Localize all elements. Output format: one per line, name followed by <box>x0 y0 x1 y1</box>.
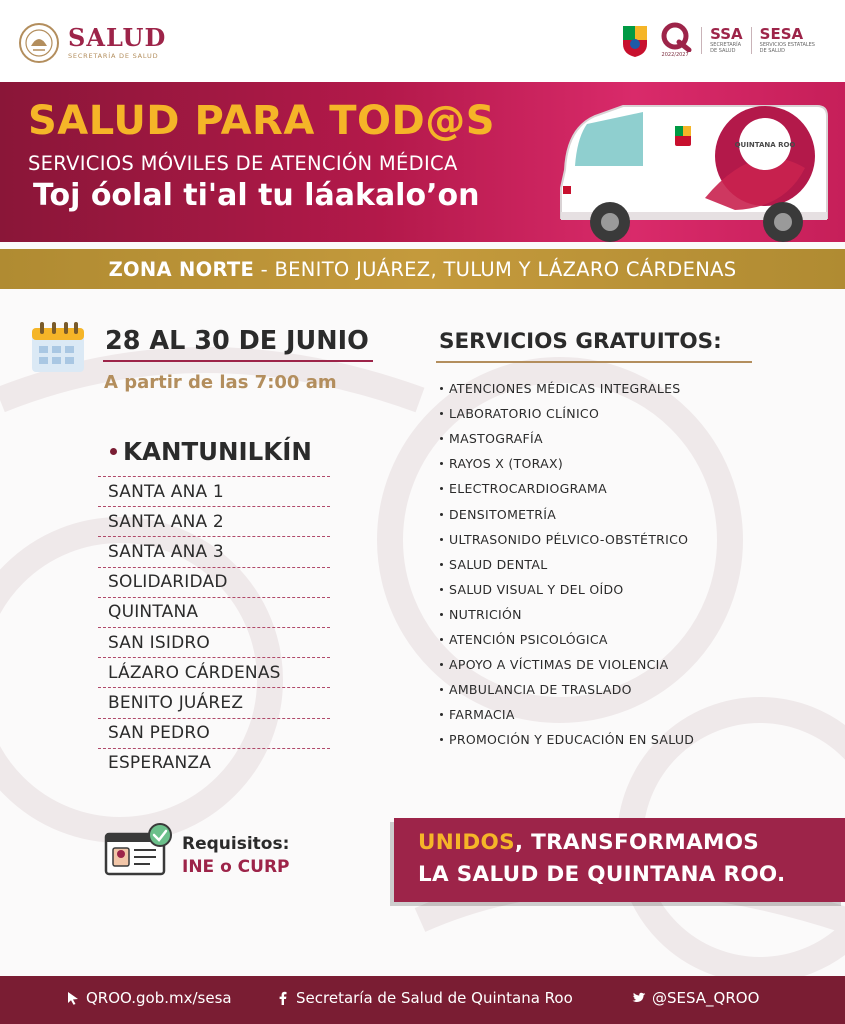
service-label: ATENCIONES MÉDICAS INTEGRALES <box>449 381 681 397</box>
list-item <box>440 577 830 602</box>
header <box>0 0 845 82</box>
service-label: DENSITOMETRÍA <box>449 506 557 522</box>
list-item <box>440 501 830 526</box>
service-label: SALUD VISUAL Y DEL OÍDO <box>449 581 624 597</box>
service-label: SALUD DENTAL <box>449 556 548 572</box>
services-underline <box>436 361 752 363</box>
footer-website[interactable] <box>66 989 232 1007</box>
slogan-box <box>394 818 845 902</box>
calendar-icon <box>30 318 88 376</box>
service-label: ELECTROCARDIOGRAMA <box>449 481 607 497</box>
list-item <box>440 677 830 702</box>
list-item: LÁZARO CÁRDENAS <box>98 657 330 687</box>
ssa-subtitle-1: SECRETARÍA <box>710 41 742 48</box>
service-label: AMBULANCIA DE TRASLADO <box>449 682 632 698</box>
bullet-icon <box>440 663 443 666</box>
service-label: ULTRASONIDO PÉLVICO-OBSTÉTRICO <box>449 531 689 547</box>
list-item: SANTA ANA 1 <box>98 476 330 506</box>
bullet-icon <box>440 538 443 541</box>
q-logo <box>657 22 693 58</box>
list-item: QUINTANA <box>98 597 330 627</box>
salud-logo <box>18 22 166 64</box>
list-item <box>440 476 830 501</box>
service-label: APOYO A VÍCTIMAS DE VIOLENCIA <box>449 657 669 673</box>
slogan-line-1 <box>418 830 759 855</box>
list-item <box>440 401 830 426</box>
twitter-handle[interactable]: @SESA_QROO <box>652 989 760 1007</box>
services-list <box>440 376 830 752</box>
service-label: LABORATORIO CLÍNICO <box>449 406 600 422</box>
bullet-icon <box>440 462 443 465</box>
list-item <box>440 627 830 652</box>
footer <box>0 976 845 1024</box>
zone-text <box>109 258 737 281</box>
slogan-accent: UNIDOS <box>418 830 515 855</box>
van-logo-text: QUINTANA ROO <box>734 141 796 149</box>
slogan-line-1-rest: , TRANSFORMAMOS <box>514 830 760 855</box>
requirements-value: INE o CURP <box>182 857 290 877</box>
id-card-icon <box>104 822 176 878</box>
list-item <box>440 527 830 552</box>
zone-bar <box>0 249 845 289</box>
locations-list <box>98 476 330 778</box>
bullet-icon <box>110 448 117 455</box>
twitter-icon <box>632 991 646 1005</box>
locations-header <box>110 437 312 466</box>
requirements-title: Requisitos: <box>182 834 290 854</box>
services-title: SERVICIOS GRATUITOS: <box>439 329 722 354</box>
bullet-icon <box>440 412 443 415</box>
coat-of-arms-icon <box>18 22 60 64</box>
list-item <box>440 727 830 752</box>
ssa-logo <box>701 24 743 54</box>
bullet-icon <box>440 387 443 390</box>
facebook-link[interactable]: Secretaría de Salud de Quintana Roo <box>296 989 573 1007</box>
list-item <box>440 552 830 577</box>
list-item: ESPERANZA <box>98 748 330 778</box>
mobile-clinic-van-icon <box>555 98 835 242</box>
facebook-icon <box>276 991 290 1005</box>
bullet-icon <box>440 638 443 641</box>
bullet-icon <box>440 688 443 691</box>
zone-detail: - BENITO JUÁREZ, TULUM Y LÁZARO CÁRDENAS <box>254 257 737 281</box>
footer-twitter[interactable] <box>632 989 759 1007</box>
ssa-subtitle-2: DE SALUD <box>710 47 736 54</box>
bullet-icon <box>440 588 443 591</box>
bullet-icon <box>440 613 443 616</box>
event-dates: 28 AL 30 DE JUNIO <box>105 326 369 356</box>
list-item: BENITO JUÁREZ <box>98 687 330 717</box>
event-time: A partir de las 7:00 am <box>104 372 337 393</box>
list-item <box>440 451 830 476</box>
qroo-year: 2022/2027 <box>661 52 689 58</box>
slogan-line-2: LA SALUD DE QUINTANA ROO. <box>418 862 786 887</box>
service-label: FARMACIA <box>449 707 515 723</box>
quintana-roo-shield-icon <box>621 22 649 58</box>
sesa-title: SESA <box>759 24 804 43</box>
banner-subtitle: SERVICIOS MÓVILES DE ATENCIÓN MÉDICA <box>28 152 458 175</box>
bullet-icon <box>440 713 443 716</box>
service-label: RAYOS X (TORAX) <box>449 456 564 472</box>
bullet-icon <box>440 437 443 440</box>
locations-header-label: KANTUNILKÍN <box>123 437 312 466</box>
bullet-icon <box>440 738 443 741</box>
banner-title: SALUD PARA TOD@S <box>28 98 496 144</box>
ssa-title: SSA <box>710 24 743 43</box>
service-label: PROMOCIÓN Y EDUCACIÓN EN SALUD <box>449 732 695 748</box>
cursor-icon <box>66 991 80 1005</box>
list-item: SAN ISIDRO <box>98 627 330 657</box>
service-label: NUTRICIÓN <box>449 606 522 622</box>
footer-facebook[interactable] <box>276 989 573 1007</box>
list-item <box>440 602 830 627</box>
bullet-icon <box>440 513 443 516</box>
sesa-logo <box>751 24 815 54</box>
list-item <box>440 652 830 677</box>
list-item: SOLIDARIDAD <box>98 567 330 597</box>
date-underline <box>103 360 373 362</box>
hero-banner <box>0 82 845 242</box>
sesa-subtitle-2: DE SALUD <box>759 47 785 54</box>
list-item <box>440 426 830 451</box>
sesa-subtitle-1: SERVICIOS ESTATALES <box>759 41 815 48</box>
list-item: SANTA ANA 2 <box>98 506 330 536</box>
service-label: MASTOGRAFÍA <box>449 431 543 447</box>
list-item <box>440 376 830 401</box>
partner-logos <box>621 22 815 58</box>
service-label: ATENCIÓN PSICOLÓGICA <box>449 631 608 647</box>
q-emblem-icon <box>657 22 693 52</box>
salud-subtitle: SECRETARÍA DE SALUD <box>68 52 159 60</box>
list-item <box>440 702 830 727</box>
zone-label: ZONA NORTE <box>108 257 255 281</box>
banner-maya-line: Toj óolal ti'al tu láakalo’on <box>33 178 480 213</box>
list-item: SAN PEDRO <box>98 718 330 748</box>
list-item: SANTA ANA 3 <box>98 536 330 566</box>
website-link[interactable]: QROO.gob.mx/sesa <box>86 989 232 1007</box>
bullet-icon <box>440 487 443 490</box>
salud-title: SALUD <box>68 23 167 52</box>
bullet-icon <box>440 563 443 566</box>
